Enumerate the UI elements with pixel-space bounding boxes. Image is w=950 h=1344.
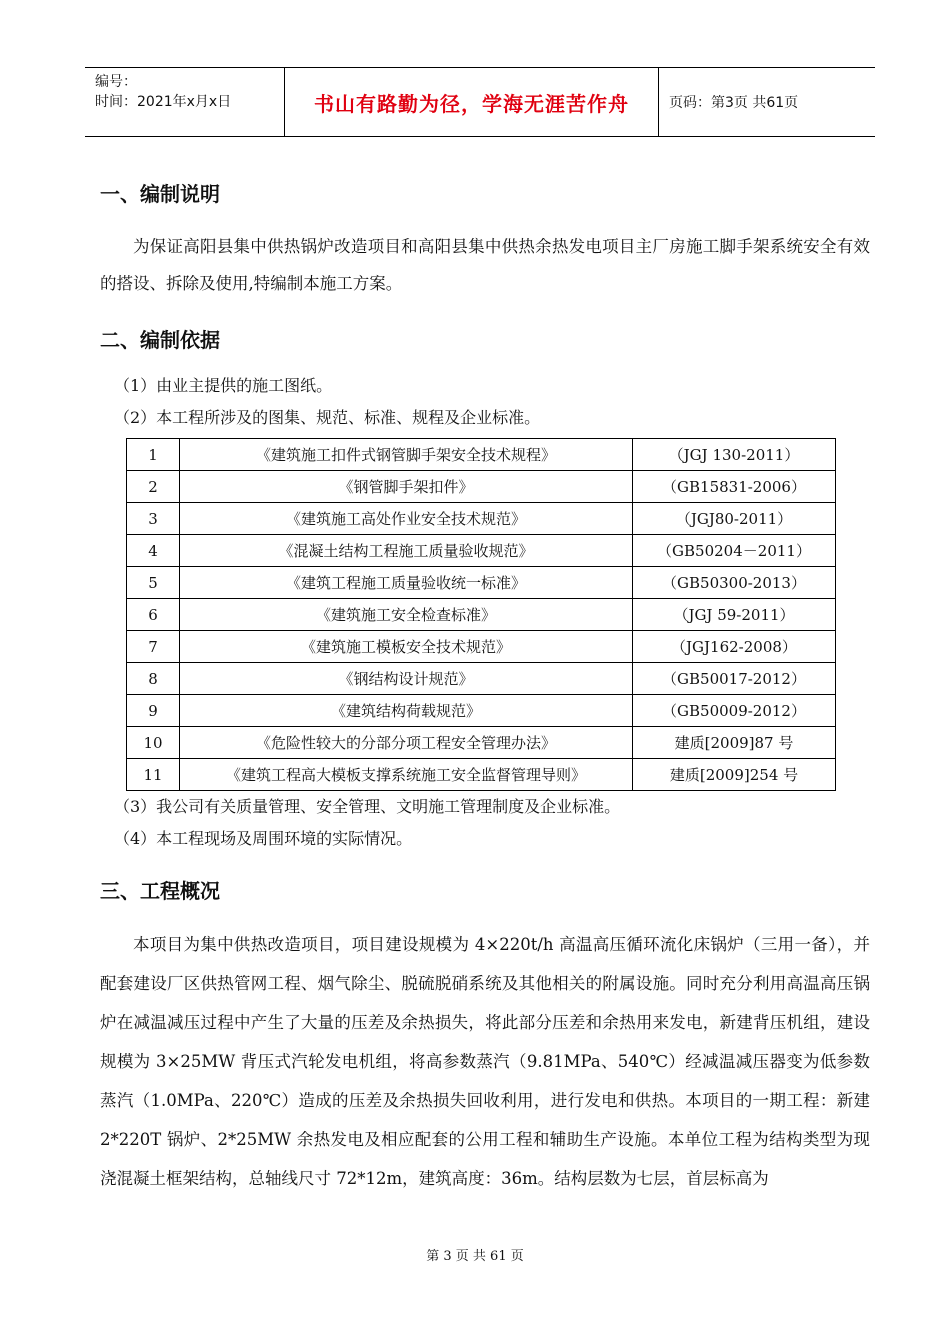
document-body — [100, 170, 870, 1235]
standard-number-cell: 2 — [127, 471, 180, 503]
basis-item-3: （3）我公司有关质量管理、安全管理、文明施工管理制度及企业标准。 — [114, 797, 621, 816]
standard-number-cell: 4 — [127, 535, 180, 567]
standard-title-cell: 《建筑施工高处作业安全技术规范》 — [180, 503, 633, 535]
table-row — [127, 599, 836, 631]
table-row — [127, 471, 836, 503]
standard-code-cell: （JGJ 59-2011） — [633, 599, 836, 631]
header-slogan: 书山有路勤为径，学海无涯苦作舟 — [285, 68, 659, 136]
table-row — [127, 727, 836, 759]
standard-code-cell: 建质[2009]87 号 — [633, 727, 836, 759]
standard-code-cell: （GB50009-2012） — [633, 695, 836, 727]
standard-code-cell: （JGJ 130-2011） — [633, 439, 836, 471]
section-title-1: 一、编制说明 — [100, 182, 220, 206]
standard-code-cell: （GB50204－2011） — [633, 535, 836, 567]
table-row — [127, 663, 836, 695]
standard-number-cell: 9 — [127, 695, 180, 727]
standard-number-cell: 5 — [127, 567, 180, 599]
standard-code-cell: （GB15831-2006） — [633, 471, 836, 503]
standard-code-cell: （GB50300-2013） — [633, 567, 836, 599]
standard-code-cell: （JGJ80-2011） — [633, 503, 836, 535]
standard-number-cell: 10 — [127, 727, 180, 759]
standard-title-cell: 《建筑结构荷载规范》 — [180, 695, 633, 727]
standards-table — [126, 438, 836, 791]
header-meta — [85, 68, 285, 136]
header-page-label: 页码：第3页 共61页 — [669, 95, 799, 111]
standard-title-cell: 《混凝土结构工程施工质量验收规范》 — [180, 535, 633, 567]
standard-number-cell: 3 — [127, 503, 180, 535]
standard-code-cell: （JGJ162-2008） — [633, 631, 836, 663]
section-1-paragraph: 为保证高阳县集中供热锅炉改造项目和高阳县集中供热余热发电项目主厂房施工脚手架系统安全有效的搭设、拆除及使用,特编制本施工方案。 — [100, 237, 870, 293]
standard-code-cell: （GB50017-2012） — [633, 663, 836, 695]
table-row — [127, 567, 836, 599]
section-title-3: 三、工程概况 — [100, 879, 220, 903]
standard-title-cell: 《钢结构设计规范》 — [180, 663, 633, 695]
standard-title-cell: 《建筑工程高大模板支撑系统施工安全监督管理导则》 — [180, 759, 633, 791]
standard-number-cell: 8 — [127, 663, 180, 695]
section-3-paragraph: 本项目为集中供热改造项目，项目建设规模为 4×220t/h 高温高压循环流化床锅炉（三用一备），并配套建设厂区供热管网工程、烟气除尘、脱硫脱硝系统及其他相关的附属设施。同时充分利用高温高压锅炉在减温减压过程中产生了大量的压差及余热损失，将此部分压差和余热用来发电，新建背压机组，建设规模为 3×25MW 背压式汽轮发电机组，将高参数蒸汽（9.81MPa、540℃）经减温减压器变为低参数蒸汽（1.0MPa、220℃）造成的压差及余热损失回收利用，进行发电和供热。本项目的一期工程：新建 2*220T 锅炉、2*25MW 余热发电及相应配套的公用工程和辅助生产设施。本单位工程为结构类型为现浇混凝土框架结构，总轴线尺寸 72*12m，建筑高度：36m。结构层数为七层，首层标高为 — [100, 935, 870, 1188]
table-row — [127, 631, 836, 663]
table-row — [127, 759, 836, 791]
standard-title-cell: 《建筑施工安全检查标准》 — [180, 599, 633, 631]
standard-title-cell: 《建筑工程施工质量验收统一标准》 — [180, 567, 633, 599]
table-row — [127, 503, 836, 535]
basis-item-2: （2）本工程所涉及的图集、规范、标准、规程及企业标准。 — [114, 408, 541, 427]
standard-number-cell: 6 — [127, 599, 180, 631]
table-row — [127, 535, 836, 567]
standard-title-cell: 《危险性较大的分部分项工程安全管理办法》 — [180, 727, 633, 759]
basis-item-1: （1）由业主提供的施工图纸。 — [114, 376, 333, 395]
table-row — [127, 695, 836, 727]
table-row — [127, 439, 836, 471]
document-time-label: 时间：2021年x月x日 — [95, 94, 232, 110]
standards-table-body — [127, 439, 836, 791]
standard-number-cell: 7 — [127, 631, 180, 663]
standard-code-cell: 建质[2009]254 号 — [633, 759, 836, 791]
standard-number-cell: 11 — [127, 759, 180, 791]
page-header — [85, 67, 875, 137]
section-title-2: 二、编制依据 — [100, 328, 220, 352]
standard-title-cell: 《钢管脚手架扣件》 — [180, 471, 633, 503]
page-footer: 第 3 页 共 61 页 — [426, 1249, 524, 1264]
basis-item-4: （4）本工程现场及周围环境的实际情况。 — [114, 829, 413, 848]
standard-number-cell: 1 — [127, 439, 180, 471]
document-number-label: 编号： — [95, 74, 137, 90]
standard-title-cell: 《建筑施工扣件式钢管脚手架安全技术规程》 — [180, 439, 633, 471]
standard-title-cell: 《建筑施工模板安全技术规范》 — [180, 631, 633, 663]
